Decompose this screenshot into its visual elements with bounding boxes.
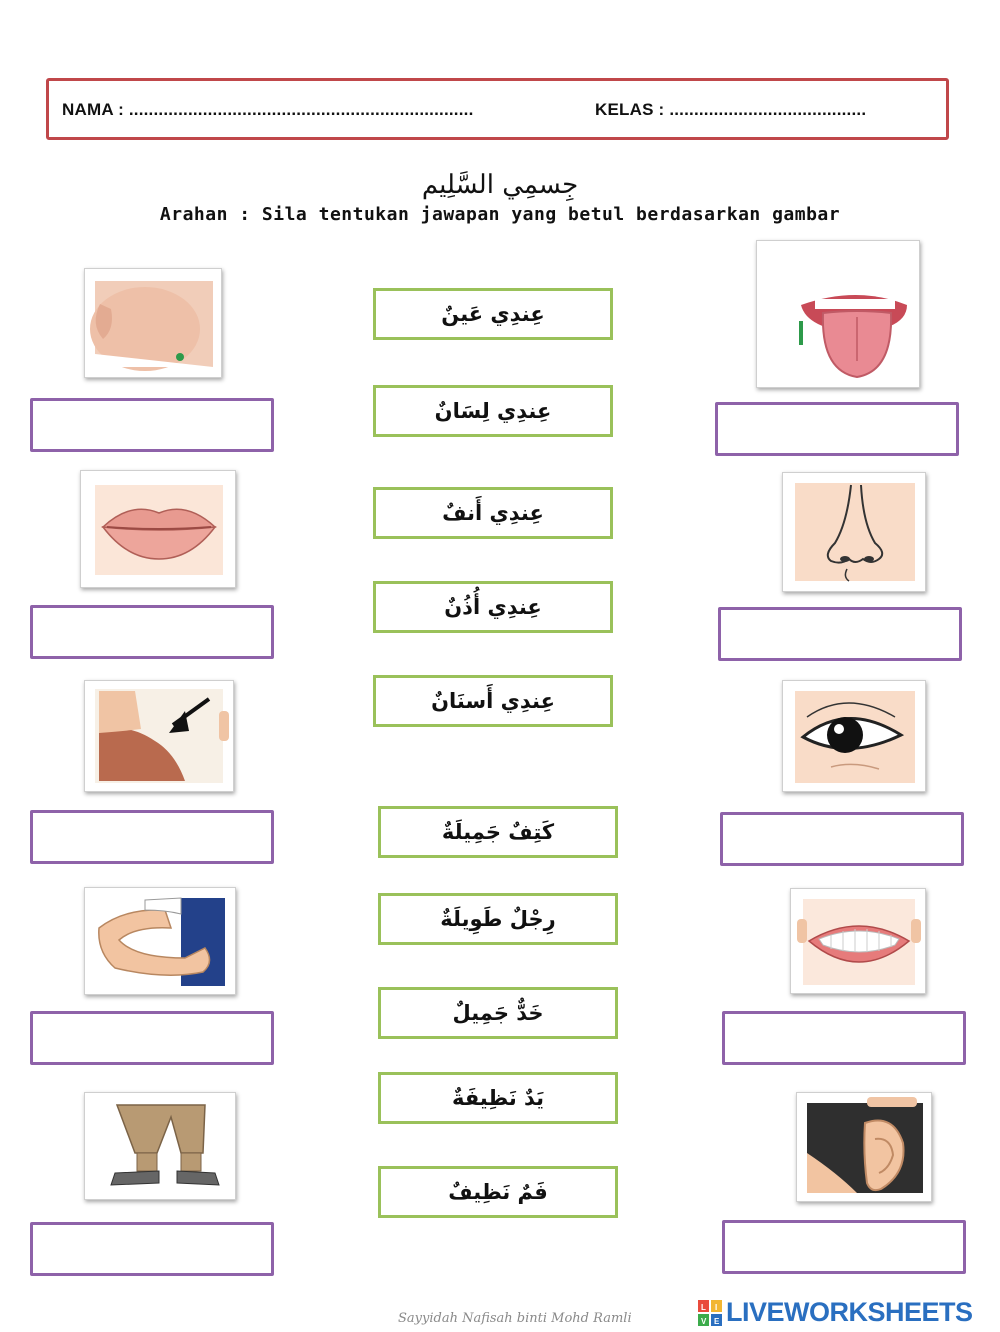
brand-name: LIVEWORKSHEETS [726, 1297, 973, 1327]
eye-picture [782, 680, 926, 792]
word-option[interactable]: فَمٌ نَظِيفٌ [378, 1166, 618, 1218]
name-field-label[interactable]: NAMA : ...................................................................... [62, 100, 474, 119]
shoulder-picture [84, 680, 234, 792]
cheek-picture [84, 268, 222, 378]
word-option[interactable]: يَدٌ نَظِيفَةٌ [378, 1072, 618, 1124]
svg-text:V: V [701, 1316, 707, 1326]
liveworksheets-logo[interactable] [698, 1297, 973, 1328]
answer-box-teeth[interactable] [722, 1011, 966, 1065]
tongue-picture [756, 240, 920, 388]
word-option[interactable]: عِندِي أُذُنٌ [373, 581, 613, 633]
answer-box-ear[interactable] [722, 1220, 966, 1274]
word-option[interactable]: عِندِي عَينٌ [373, 288, 613, 340]
answer-box-eye[interactable] [720, 812, 964, 866]
author-credit: Sayyidah Nafisah binti Mohd Ramli [398, 1311, 632, 1326]
word-option[interactable]: خَدٌّ جَمِيلٌ [378, 987, 618, 1039]
answer-box-nose[interactable] [718, 607, 962, 661]
liveworksheets-logo-icon [698, 1300, 722, 1326]
word-option[interactable]: كَتِفٌ جَمِيلَةٌ [378, 806, 618, 858]
arm-hand-picture [84, 887, 236, 995]
answer-box-arm-hand[interactable] [30, 1011, 274, 1065]
answer-box-shoulder[interactable] [30, 810, 274, 864]
svg-text:I: I [715, 1302, 718, 1312]
word-option[interactable]: عِندِي لِسَانٌ [373, 385, 613, 437]
word-option[interactable]: رِجْلٌ طَوِيلَةٌ [378, 893, 618, 945]
word-option[interactable]: عِندِي أَسنَانٌ [373, 675, 613, 727]
answer-box-cheek[interactable] [30, 398, 274, 452]
instruction-text: Arahan : Sila tentukan jawapan yang betul berdasarkan gambar [159, 204, 841, 225]
ear-picture [796, 1092, 932, 1202]
teeth-picture [790, 888, 926, 994]
answer-box-legs[interactable] [30, 1222, 274, 1276]
lips-picture [80, 470, 236, 588]
legs-picture [84, 1092, 236, 1200]
svg-text:E: E [714, 1316, 720, 1326]
nose-picture [782, 472, 926, 592]
svg-text:L: L [701, 1302, 706, 1312]
answer-box-tongue[interactable] [715, 402, 959, 456]
word-option[interactable]: عِندِي أَنفٌ [373, 487, 613, 539]
worksheet-title: جِسمِي السَّلِيم [421, 170, 579, 200]
answer-box-lips[interactable] [30, 605, 274, 659]
class-field-label[interactable]: KELAS : ........................................ [595, 100, 867, 119]
